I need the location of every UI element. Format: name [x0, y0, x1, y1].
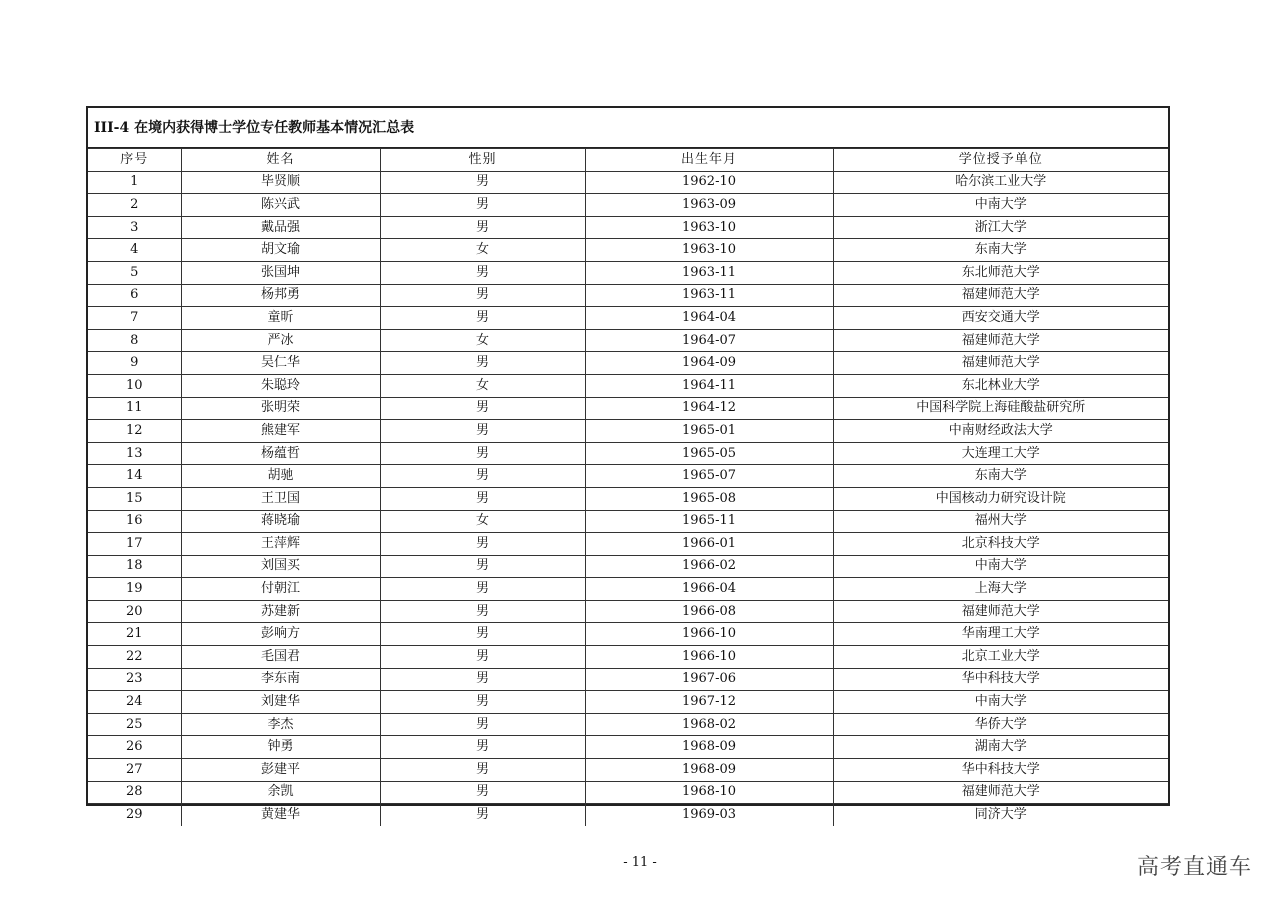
cell-index: 5	[88, 261, 181, 284]
cell-index: 3	[88, 216, 181, 239]
cell-birth: 1967-12	[585, 691, 833, 714]
cell-gender: 女	[380, 329, 585, 352]
cell-gender: 男	[380, 668, 585, 691]
cell-name: 王萍辉	[181, 533, 380, 556]
cell-gender: 男	[380, 465, 585, 488]
table-row	[88, 420, 1168, 443]
cell-name: 严冰	[181, 329, 380, 352]
table-row	[88, 216, 1168, 239]
table-row	[88, 578, 1168, 601]
cell-name: 王卫国	[181, 487, 380, 510]
cell-institution: 福建师范大学	[833, 600, 1168, 623]
cell-index: 26	[88, 736, 181, 759]
cell-birth: 1966-10	[585, 646, 833, 669]
table-row	[88, 646, 1168, 669]
cell-index: 19	[88, 578, 181, 601]
cell-institution: 大连理工大学	[833, 442, 1168, 465]
cell-index: 16	[88, 510, 181, 533]
cell-birth: 1966-10	[585, 623, 833, 646]
cell-institution: 哈尔滨工业大学	[833, 171, 1168, 194]
cell-name: 熊建军	[181, 420, 380, 443]
cell-index: 13	[88, 442, 181, 465]
cell-institution: 福州大学	[833, 510, 1168, 533]
cell-gender: 男	[380, 555, 585, 578]
cell-name: 黄建华	[181, 804, 380, 826]
cell-index: 28	[88, 781, 181, 804]
cell-institution: 湖南大学	[833, 736, 1168, 759]
cell-birth: 1963-09	[585, 194, 833, 217]
table-frame	[86, 106, 1170, 823]
cell-gender: 男	[380, 646, 585, 669]
cell-name: 陈兴武	[181, 194, 380, 217]
cell-birth: 1964-11	[585, 374, 833, 397]
cell-institution: 中南大学	[833, 691, 1168, 714]
cell-institution: 福建师范大学	[833, 284, 1168, 307]
cell-birth: 1965-11	[585, 510, 833, 533]
cell-gender: 男	[380, 623, 585, 646]
cell-birth: 1968-02	[585, 713, 833, 736]
cell-birth: 1964-12	[585, 397, 833, 420]
cell-index: 2	[88, 194, 181, 217]
cell-gender: 男	[380, 397, 585, 420]
cell-birth: 1963-10	[585, 239, 833, 262]
cell-gender: 男	[380, 736, 585, 759]
cell-gender: 男	[380, 420, 585, 443]
cell-name: 戴品强	[181, 216, 380, 239]
cell-institution: 东南大学	[833, 239, 1168, 262]
cell-institution: 中国科学院上海硅酸盐研究所	[833, 397, 1168, 420]
table-row	[88, 397, 1168, 420]
cell-institution: 北京科技大学	[833, 533, 1168, 556]
cell-name: 胡文瑜	[181, 239, 380, 262]
cell-institution: 浙江大学	[833, 216, 1168, 239]
cell-index: 22	[88, 646, 181, 669]
table-row	[88, 284, 1168, 307]
cell-name: 刘建华	[181, 691, 380, 714]
cell-gender: 男	[380, 578, 585, 601]
table-row	[88, 759, 1168, 782]
watermark-text: 高考直通车	[1136, 855, 1252, 880]
cell-birth: 1965-07	[585, 465, 833, 488]
cell-name: 彭响方	[181, 623, 380, 646]
cell-gender: 男	[380, 781, 585, 804]
table-row	[88, 261, 1168, 284]
cell-institution: 华中科技大学	[833, 759, 1168, 782]
cell-birth: 1965-01	[585, 420, 833, 443]
table-row	[88, 307, 1168, 330]
table-row	[88, 691, 1168, 714]
cell-index: 23	[88, 668, 181, 691]
cell-gender: 男	[380, 487, 585, 510]
cell-index: 29	[88, 804, 181, 826]
cell-birth: 1968-09	[585, 759, 833, 782]
table-title: III-4 在境内获得博士学位专任教师基本情况汇总表	[88, 108, 1168, 148]
cell-birth: 1966-01	[585, 533, 833, 556]
cell-index: 11	[88, 397, 181, 420]
cell-index: 15	[88, 487, 181, 510]
cell-birth: 1966-04	[585, 578, 833, 601]
cell-gender: 女	[380, 374, 585, 397]
cell-name: 李东南	[181, 668, 380, 691]
cell-name: 朱聪玲	[181, 374, 380, 397]
cell-birth: 1964-09	[585, 352, 833, 375]
cell-index: 24	[88, 691, 181, 714]
header-institution: 学位授予单位	[833, 149, 1168, 172]
header-gender: 性别	[380, 149, 585, 172]
cell-name: 李杰	[181, 713, 380, 736]
table-row	[88, 533, 1168, 556]
cell-gender: 男	[380, 194, 585, 217]
cell-birth: 1968-10	[585, 781, 833, 804]
cell-institution: 北京工业大学	[833, 646, 1168, 669]
cell-birth: 1963-10	[585, 216, 833, 239]
table-row	[88, 374, 1168, 397]
cell-gender: 男	[380, 759, 585, 782]
table-row	[88, 352, 1168, 375]
cell-name: 钟勇	[181, 736, 380, 759]
cell-institution: 西安交通大学	[833, 307, 1168, 330]
cell-birth: 1962-10	[585, 171, 833, 194]
header-birth: 出生年月	[585, 149, 833, 172]
table-row	[88, 804, 1168, 826]
cell-index: 7	[88, 307, 181, 330]
cell-name: 张国坤	[181, 261, 380, 284]
cell-gender: 男	[380, 804, 585, 826]
cell-institution: 华侨大学	[833, 713, 1168, 736]
cell-index: 8	[88, 329, 181, 352]
table-row	[88, 510, 1168, 533]
cell-birth: 1963-11	[585, 284, 833, 307]
cell-birth: 1964-04	[585, 307, 833, 330]
cell-gender: 男	[380, 284, 585, 307]
cell-gender: 男	[380, 352, 585, 375]
cell-name: 毛国君	[181, 646, 380, 669]
cell-institution: 东南大学	[833, 465, 1168, 488]
cell-name: 付朝江	[181, 578, 380, 601]
cell-birth: 1965-08	[585, 487, 833, 510]
header-name: 姓名	[181, 149, 380, 172]
cell-institution: 东北师范大学	[833, 261, 1168, 284]
cell-institution: 华南理工大学	[833, 623, 1168, 646]
table-body	[88, 171, 1168, 826]
cell-index: 12	[88, 420, 181, 443]
cell-index: 21	[88, 623, 181, 646]
cell-institution: 上海大学	[833, 578, 1168, 601]
cell-gender: 男	[380, 533, 585, 556]
cell-gender: 男	[380, 442, 585, 465]
teacher-table	[88, 148, 1168, 826]
table-row	[88, 329, 1168, 352]
header-index: 序号	[88, 149, 181, 172]
cell-index: 18	[88, 555, 181, 578]
cell-institution: 中南财经政法大学	[833, 420, 1168, 443]
table-row	[88, 555, 1168, 578]
cell-index: 25	[88, 713, 181, 736]
cell-name: 吴仁华	[181, 352, 380, 375]
table-header-row	[88, 149, 1168, 172]
cell-birth: 1969-03	[585, 804, 833, 826]
cell-institution: 福建师范大学	[833, 352, 1168, 375]
cell-gender: 男	[380, 171, 585, 194]
cell-index: 20	[88, 600, 181, 623]
table-row	[88, 465, 1168, 488]
cell-name: 胡驰	[181, 465, 380, 488]
cell-gender: 女	[380, 239, 585, 262]
cell-name: 彭建平	[181, 759, 380, 782]
cell-name: 蒋晓瑜	[181, 510, 380, 533]
cell-institution: 中南大学	[833, 555, 1168, 578]
cell-name: 童昕	[181, 307, 380, 330]
cell-institution: 福建师范大学	[833, 329, 1168, 352]
table-row	[88, 171, 1168, 194]
cell-gender: 男	[380, 307, 585, 330]
cell-gender: 男	[380, 691, 585, 714]
cell-institution: 华中科技大学	[833, 668, 1168, 691]
page-number: - 11 -	[623, 855, 657, 870]
cell-institution: 同济大学	[833, 804, 1168, 826]
cell-name: 毕贤顺	[181, 171, 380, 194]
cell-institution: 中南大学	[833, 194, 1168, 217]
cell-birth: 1965-05	[585, 442, 833, 465]
cell-index: 17	[88, 533, 181, 556]
table-row	[88, 736, 1168, 759]
cell-gender: 男	[380, 216, 585, 239]
cell-institution: 中国核动力研究设计院	[833, 487, 1168, 510]
table-row	[88, 623, 1168, 646]
cell-name: 苏建新	[181, 600, 380, 623]
cell-name: 杨邦勇	[181, 284, 380, 307]
cell-birth: 1964-07	[585, 329, 833, 352]
cell-institution: 东北林业大学	[833, 374, 1168, 397]
cell-index: 27	[88, 759, 181, 782]
table-row	[88, 487, 1168, 510]
cell-birth: 1963-11	[585, 261, 833, 284]
cell-index: 9	[88, 352, 181, 375]
cell-gender: 女	[380, 510, 585, 533]
cell-name: 张明荣	[181, 397, 380, 420]
cell-birth: 1968-09	[585, 736, 833, 759]
cell-institution: 福建师范大学	[833, 781, 1168, 804]
cell-name: 杨蕴哲	[181, 442, 380, 465]
cell-index: 10	[88, 374, 181, 397]
cell-gender: 男	[380, 600, 585, 623]
cell-gender: 男	[380, 261, 585, 284]
cell-index: 1	[88, 171, 181, 194]
table-row	[88, 781, 1168, 804]
cell-birth: 1966-08	[585, 600, 833, 623]
cell-birth: 1966-02	[585, 555, 833, 578]
table-row	[88, 239, 1168, 262]
table-row	[88, 713, 1168, 736]
cell-name: 余凯	[181, 781, 380, 804]
cell-gender: 男	[380, 713, 585, 736]
cell-index: 6	[88, 284, 181, 307]
table-row	[88, 668, 1168, 691]
cell-index: 4	[88, 239, 181, 262]
cell-name: 刘国买	[181, 555, 380, 578]
table-row	[88, 600, 1168, 623]
cell-birth: 1967-06	[585, 668, 833, 691]
cell-index: 14	[88, 465, 181, 488]
table-row	[88, 194, 1168, 217]
table-row	[88, 442, 1168, 465]
